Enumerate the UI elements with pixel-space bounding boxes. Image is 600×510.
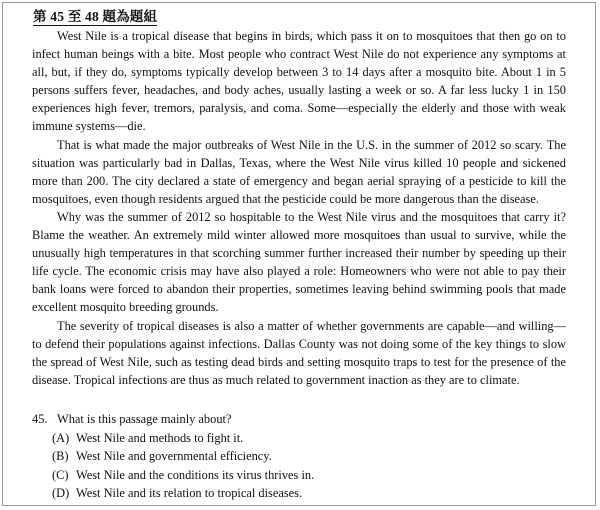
reading-passage	[32, 27, 566, 389]
option-letter: (C)	[52, 467, 69, 482]
passage-paragraph-1: West Nile is a tropical disease that begins in birds, which pass it on to mosquitoes that then go on to infect human beings with a bite. Most people who contract West Nile do not experience any symptoms at all, but, if they do, symptoms typically develop between 3 to 14 days after a mosquito bite. About 1 in 5 persons suffers fever, headaches, and body aches, usually lasting a week or so. A far less lucky 1 in 150 experiences high fever, tremors, paralysis, and coma. Some—especially the elderly and those with weak immune systems—die.	[32, 29, 566, 134]
option-text: West Nile and its relation to tropical diseases.	[76, 486, 303, 501]
option-c[interactable]	[32, 466, 566, 485]
option-text: West Nile and methods to fight it.	[76, 430, 244, 445]
option-text: West Nile and governmental efficiency.	[76, 449, 272, 464]
option-letter: (B)	[52, 449, 69, 464]
option-d[interactable]	[32, 484, 566, 503]
question-stem	[32, 410, 566, 429]
option-letter: (A)	[52, 430, 70, 445]
option-b[interactable]	[32, 447, 566, 466]
answer-options	[32, 429, 566, 503]
option-letter: (D)	[52, 486, 70, 501]
question-text: What is this passage mainly about?	[57, 412, 232, 426]
exam-page	[2, 2, 596, 506]
question-number: 45.	[32, 412, 48, 426]
question-45	[32, 410, 566, 503]
passage-paragraph-3: Why was the summer of 2012 so hospitable to the West Nile virus and the mosquitoes that carry it? Blame the weather. An extremely mild winter allowed more mosquitoes than usual to survive, while the unusually high temperatures in that scorching summer further increased their number by speeding up their life cycle. The economic crisis may have also played a role: Homeowners who were not able to pay their bank loans were forced to abandon their properties, sometimes leaving behind swimming pools that made excellent mosquito breeding grounds.	[32, 209, 566, 315]
passage-paragraph-2: That is what made the major outbreaks of West Nile in the U.S. in the summer of 2012 so scary. The situation was particularly bad in Dallas, Texas, where the West Nile virus killed 10 people and sickened more than 200. The city declared a state of emergency and began aerial spraying of a pesticide to kill the mosquitoes, even though residents argued that the pesticide could be more dangerous than the disease.	[32, 137, 566, 206]
option-text: West Nile and the conditions its virus thrives in.	[76, 467, 315, 482]
option-a[interactable]	[32, 429, 566, 448]
passage-paragraph-4: The severity of tropical diseases is also a matter of whether governments are capable—and willing—to defend their populations against infections. Dallas County was not doing some of the key things to slow the spread of West Nile, such as testing dead birds and setting mosquito traps to test for the presence of the disease. Tropical infections are thus as much related to government inaction as they are to climate.	[32, 318, 566, 387]
section-heading: 第 45 至 48 題為題組	[33, 9, 158, 24]
